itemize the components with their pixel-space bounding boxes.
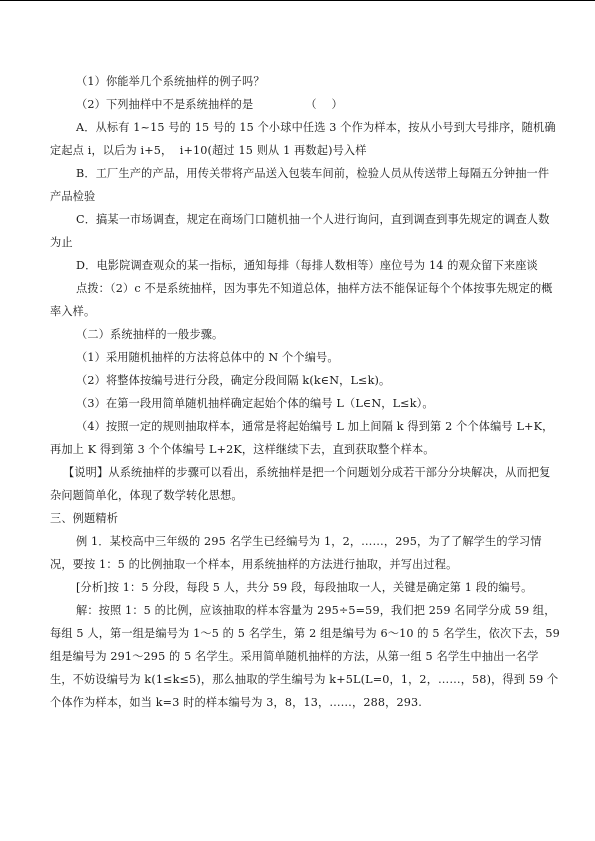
section-3-heading: 三、例题精析: [50, 512, 119, 525]
step-1: （1）采用随机抽样的方法将总体中的 N 个个编号。: [76, 351, 339, 364]
step-3: （3）在第一段用简单随机抽样确定起始个体的编号 L（L∈N，L≤k）。: [76, 397, 434, 410]
header-rule: [0, 0, 595, 1]
note-label: 【说明】: [63, 466, 109, 479]
hint: 点拨：（2）c 不是系统抽样，因为事先不知道总体，抽样方法不能保证每个个体按事先规定的概率入样。: [50, 282, 553, 318]
option-c: C．搞某一市场调查，规定在商场门口随机抽一个人进行询问，直到调查到事先规定的调查人数为止: [50, 213, 550, 249]
solution: 解：按照 1：5 的比例，应该抽取的样本容量为 295÷5=59，我们把 259 名同学分成 59 组，每组 5 人，第一组是编号为 1～5 的 5 名学生，第 2 组是编号为 6～10 的 5 名学生，依次下去，59 组是编号为 291～295 的 5 名学生。采用简单随机抽样的方法，从第一组 5 名学生中抽出一名学生，不妨设编号为 k(1≤k≤5)，那么抽取的学生编号为 k+5L(L=0，1，2，……，58)，得到 59 个个体作为样本，如当 k=3 时的样本编号为 3，8，13，……，288，293.: [50, 604, 564, 709]
question-1: （1）你能举几个系统抽样的例子吗？: [76, 75, 265, 88]
option-d: D．电影院调查观众的某一指标，通知每排（每排人数相等）座位号为 14 的观众留下来座谈: [76, 259, 538, 272]
step-2: （2）将整体按编号进行分段，确定分段间隔 k(k∈N，L≤k)。: [76, 374, 391, 387]
analysis: [分析]按 1：5 分段，每段 5 人，共分 59 段，每段抽取一人，关键是确定第 1 段的编号。: [76, 581, 533, 594]
option-b: B．工厂生产的产品，用传关带将产品送入包装车间前，检验人员从传送带上每隔五分钟抽一件产品检验: [50, 167, 550, 203]
note: [50, 461, 560, 507]
section-2-heading: （二）系统抽样的一般步骤。: [76, 328, 224, 341]
answer-blank: （ ）: [305, 98, 343, 111]
document-body: [50, 70, 564, 714]
step-4: （4）按照一定的规则抽取样本，通常是将起始编号 L 加上间隔 k 得到第 2 个个体编号 L+K，再加上 K 得到第 3 个个体编号 L+2K，这样继续下去，直到获取整个样本。: [50, 420, 554, 456]
example-1: 例 1．某校高中三年级的 295 名学生已经编号为 1，2，……，295，为了了解学生的学习情况，要按 1：5 的比例抽取一个样本，用系统抽样的方法进行抽取，并写出过程。: [50, 535, 542, 571]
question-2: [50, 93, 560, 116]
note-body: 从系统抽样的步骤可以看出，系统抽样是把一个问题划分成若干部分分块解决，从而把复杂问题简单化，体现了数学转化思想。: [50, 466, 551, 502]
question-2-text: （2）下列抽样中不是系统抽样的是: [76, 98, 254, 111]
option-a: A．从标有 1~15 号的 15 号的 15 个小球中任选 3 个作为样本，按从小号到大号排序，随机确定起点 i，以后为 i+5， i+10(超过 15 则从 1 再数起)号入样: [50, 121, 556, 157]
